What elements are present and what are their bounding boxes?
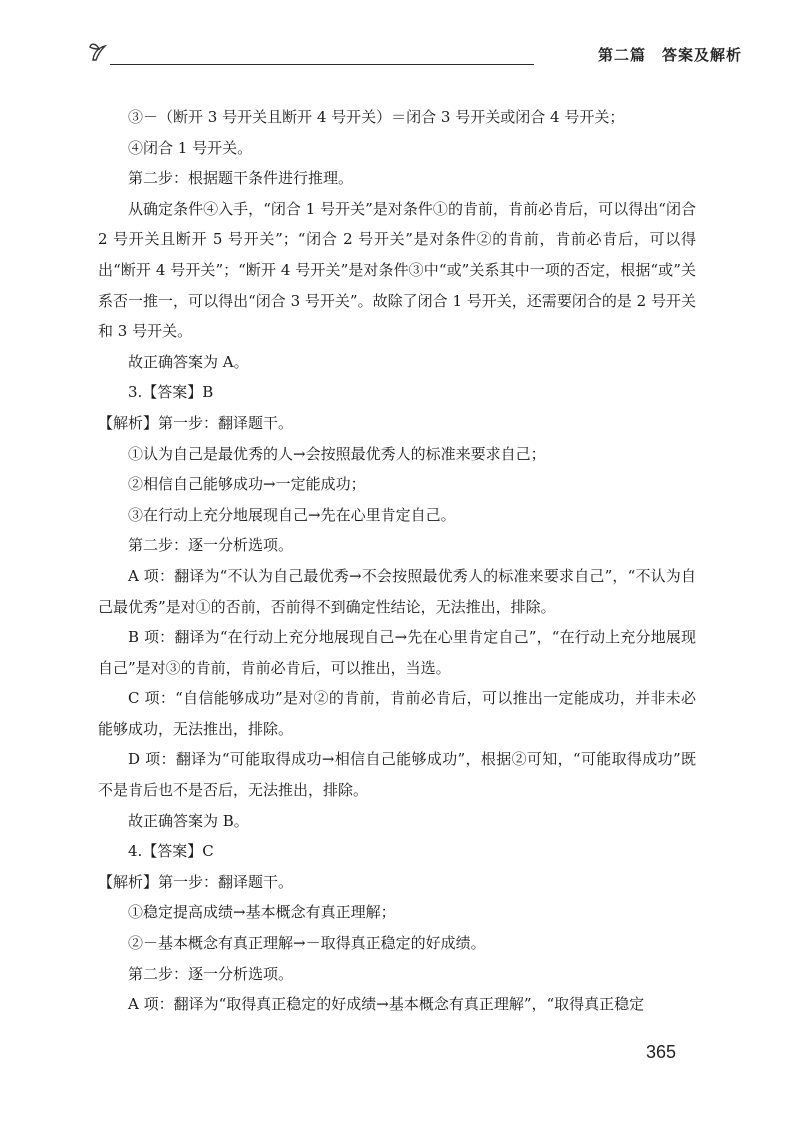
paragraph: B 项：翻译为“在行动上充分地展现自己→先在心里肯定自己”，“在行动上充分地展现自己”是对③的肯前，肯前必肯后，可以推出，当选。 bbox=[98, 628, 696, 677]
header-title: 第二篇 答案及解析 bbox=[534, 44, 742, 65]
paragraph: 【解析】第一步：翻译题干。 bbox=[98, 413, 294, 432]
paragraph: 第二步：逐一分析选项。 bbox=[128, 964, 294, 983]
paragraph: ③－（断开 3 号开关且断开 4 号开关）＝闭合 3 号开关或闭合 4 号开关； bbox=[128, 108, 625, 126]
paragraph: ②相信自己能够成功→一定能成功； bbox=[128, 475, 366, 494]
running-header bbox=[88, 38, 742, 70]
paragraph: ①认为自己是最优秀的人→会按照最优秀人的标准来要求自己； bbox=[128, 444, 546, 463]
paragraph: A 项：翻译为“取得真正稳定的好成绩→基本概念有真正理解”，“取得真正稳定 bbox=[128, 995, 645, 1014]
page-body bbox=[98, 102, 696, 1020]
paragraph: ③在行动上充分地展现自己→先在心里肯定自己。 bbox=[128, 505, 456, 524]
paragraph: A 项：翻译为“不认为自己最优秀→不会按照最优秀人的标准来要求自己”，“不认为自己最优秀”是对①的否前，否前得不到确定性结论，无法推出，排除。 bbox=[98, 566, 696, 616]
paragraph: D 项：翻译为“可能取得成功→相信自己能够成功”，根据②可知，“可能取得成功”既不是肯后也不是否后，无法推出，排除。 bbox=[98, 750, 696, 800]
leaf-sprout-icon bbox=[88, 38, 114, 64]
paragraph: C 项：“自信能够成功”是对②的肯前，肯前必肯后，可以推出一定能成功，并非未必能够成功，无法推出，排除。 bbox=[98, 689, 696, 738]
paragraph: 故正确答案为 A。 bbox=[128, 352, 249, 371]
paragraph: ①稳定提高成绩→基本概念有真正理解； bbox=[128, 903, 396, 922]
paragraph: 【解析】第一步：翻译题干。 bbox=[98, 872, 294, 891]
paragraph: 第二步：逐一分析选项。 bbox=[128, 536, 294, 555]
paragraph: 从确定条件④入手，“闭合 1 号开关”是对条件①的肯前，肯前必肯后，可以得出“闭合 2 号开关且断开 5 号开关”；“闭合 2 号开关”是对条件②的肯前，肯前必肯后，可以得出“断开 4 号开关”；“断开 4 号开关”是对条件③中“或”关系其中一项的否定，根据“或”关系否一推一，可以得出“闭合 3 号开关”。故除了闭合 1 号开关，还需要闭合的是 2 号开关和 3 号开关。 bbox=[98, 199, 696, 341]
paragraph: 4.【答案】C bbox=[128, 842, 214, 861]
paragraph: ②－基本概念有真正理解→－取得真正稳定的好成绩。 bbox=[128, 934, 486, 953]
paragraph: 故正确答案为 B。 bbox=[128, 811, 249, 830]
paragraph: 第二步：根据题干条件进行推理。 bbox=[128, 169, 354, 188]
paragraph: ④闭合 1 号开关。 bbox=[128, 138, 253, 157]
paragraph: 3.【答案】B bbox=[128, 383, 214, 402]
page-number: 365 bbox=[646, 1042, 677, 1062]
